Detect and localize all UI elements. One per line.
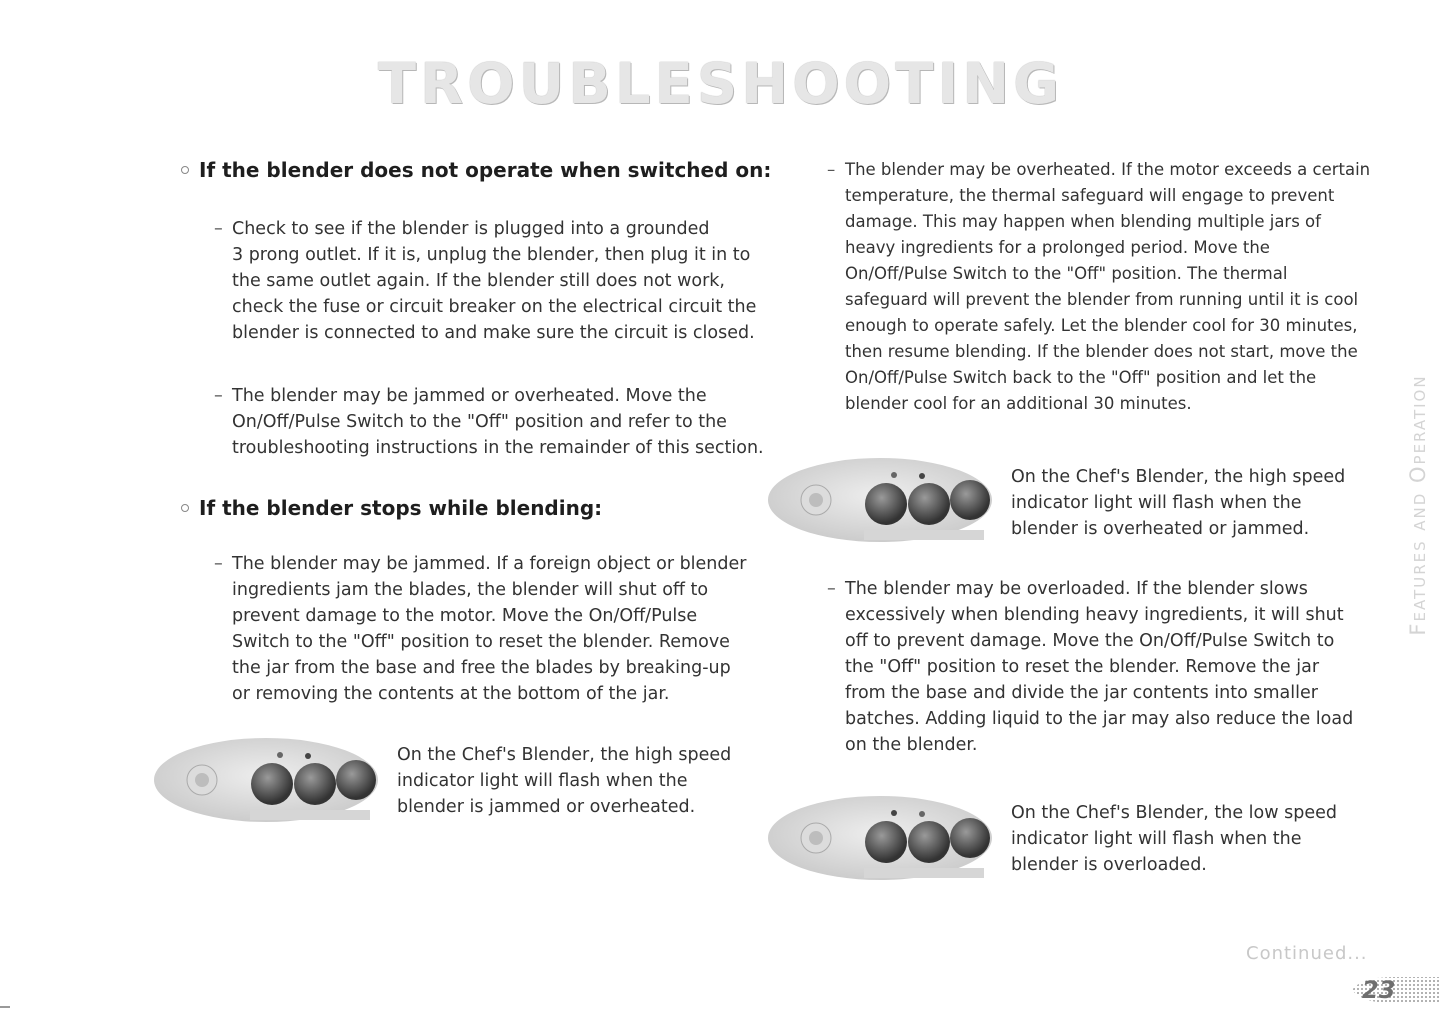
text-line: indicator light will flash when the [397,771,688,791]
text-line: The blender may be jammed. If a foreign object or blender [232,554,747,574]
text-line: safeguard will prevent the blender from running until it is cool [845,290,1359,309]
control-panel-high-speed-indicator-icon [150,732,382,828]
text-line: The blender may be overloaded. If the blender slows [845,579,1308,599]
text-line: On/Off/Pulse Switch to the "Off" position and refer to the [232,412,727,432]
indicator-note-overloaded [1011,800,1337,878]
text-line: blender is overheated or jammed. [1011,519,1310,539]
text-line: check the fuse or circuit breaker on the electrical circuit the [232,297,757,317]
page-number-badge [1352,975,1441,1005]
section-heading-not-operate [181,158,771,182]
control-panel-high-speed-indicator-icon [764,452,996,548]
side-tab-label: Features and Operation [1406,374,1430,636]
text-line: blender is jammed or overheated. [397,797,696,817]
bullet-icon [181,166,189,174]
page-title: TROUBLESHOOTING [377,52,1064,117]
page-number: 23 [1362,976,1396,1004]
text-line: the same outlet again. If the blender still does not work, [232,271,725,291]
text-line: On the Chef's Blender, the high speed [397,745,732,765]
troubleshoot-item-jammed [214,551,777,707]
text-line: indicator light will flash when the [1011,829,1302,849]
text-line: damage. This may happen when blending multiple jars of [845,212,1321,231]
text-line: The blender may be overheated. If the motor exceeds a certain [845,160,1371,179]
text-line: temperature, the thermal safeguard will engage to prevent [845,186,1335,205]
control-panel-low-speed-indicator-icon [764,790,996,886]
text-line: or removing the contents at the bottom of the jar. [232,684,670,704]
text-line: then resume blending. If the blender does not start, move the [845,342,1358,361]
bottom-rule [0,1006,10,1008]
dash-icon: – [827,579,836,599]
text-line: On the Chef's Blender, the low speed [1011,803,1337,823]
text-line: blender cool for an additional 30 minutes. [845,394,1192,413]
troubleshoot-item-overloaded [827,576,1375,758]
text-line: On/Off/Pulse Switch to the "Off" position. The thermal [845,264,1288,283]
text-line: the "Off" position to reset the blender. Remove the jar [845,657,1320,677]
troubleshoot-item-jammed-overheated [214,383,772,461]
text-line: Switch to the "Off" position to reset the blender. Remove [232,632,730,652]
text-line: heavy ingredients for a prolonged period. Move the [845,238,1270,257]
section-heading-text: If the blender stops while blending: [199,496,603,520]
section-heading-stops-blending [181,496,602,520]
text-line: on the blender. [845,735,978,755]
text-line: The blender may be jammed or overheated. Move the [232,386,707,406]
dash-icon: – [827,160,836,179]
dash-icon: – [214,554,223,574]
text-line: enough to operate safely. Let the blender cool for 30 minutes, [845,316,1358,335]
text-line: from the base and divide the jar contents into smaller [845,683,1318,703]
dash-icon: – [214,219,223,239]
section-side-tab [1398,374,1438,636]
text-line: On the Chef's Blender, the high speed [1011,467,1346,487]
continued-label: Continued... [1246,943,1368,964]
dash-icon: – [214,386,223,406]
indicator-note-overheated [1011,464,1345,542]
text-line: ingredients jam the blades, the blender will shut off to [232,580,709,600]
text-line: excessively when blending heavy ingredients, it will shut [845,605,1344,625]
text-line: the jar from the base and free the blades by breaking-up [232,658,731,678]
troubleshoot-item-overheated [827,157,1375,417]
text-line: indicator light will flash when the [1011,493,1302,513]
text-line: blender is overloaded. [1011,855,1207,875]
text-line: batches. Adding liquid to the jar may also reduce the load [845,709,1354,729]
section-heading-text: If the blender does not operate when switched on: [199,158,772,182]
text-line: Check to see if the blender is plugged into a grounded [232,219,710,239]
text-line: 3 prong outlet. If it is, unplug the blender, then plug it in to [232,245,751,265]
bullet-icon [181,504,189,512]
text-line: On/Off/Pulse Switch back to the "Off" position and let the [845,368,1317,387]
text-line: blender is connected to and make sure the circuit is closed. [232,323,755,343]
troubleshoot-item-check-outlet [214,216,772,346]
indicator-note-jammed [397,742,731,820]
text-line: prevent damage to the motor. Move the On/Off/Pulse [232,606,698,626]
text-line: troubleshooting instructions in the remainder of this section. [232,438,764,458]
text-line: off to prevent damage. Move the On/Off/Pulse Switch to [845,631,1335,651]
